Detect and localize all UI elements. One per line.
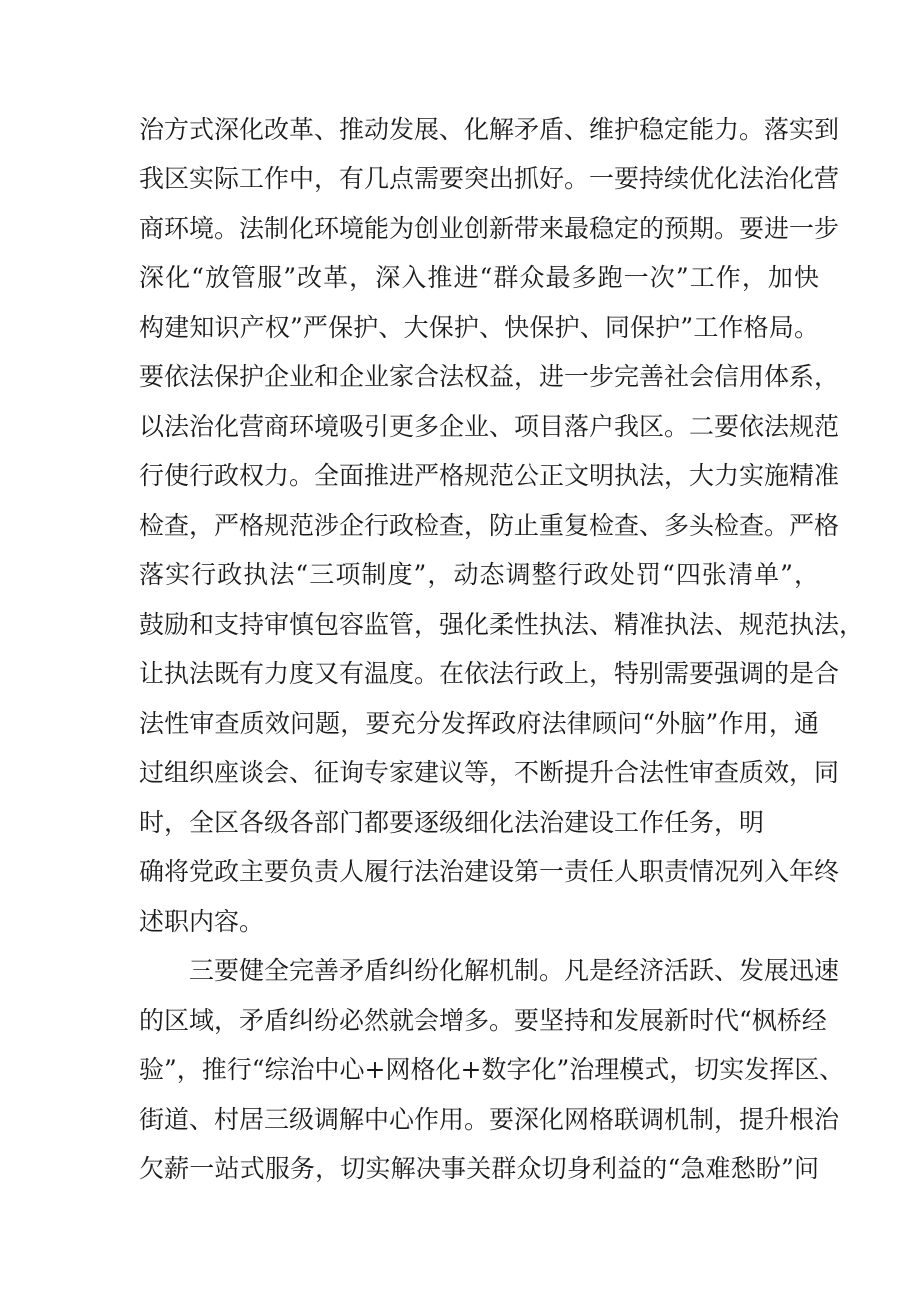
text-line: 行使行政权力。全面推进严格规范公正文明执法，大力实施精准 bbox=[139, 461, 840, 490]
text-line: 确将党政主要负责人履行法治建设第一责任人职责情况列入年终 bbox=[139, 857, 840, 886]
text-line: 街道、村居三级调解中心作用。要深化网格联调机制，提升根治 bbox=[139, 1105, 840, 1134]
text-line: 法性审查质效问题，要充分发挥政府法律顾问“外脑”作用，通 bbox=[139, 709, 819, 738]
text-line: 的区域，矛盾纠纷必然就会增多。要坚持和发展新时代“枫桥经 bbox=[139, 1006, 827, 1035]
text-line: 治方式深化改革、推动发展、化解矛盾、维护稳定能力。落实到 bbox=[139, 115, 840, 144]
text-line: 构建知识产权”严保护、大保护、快保护、同保护”工作格局。 bbox=[139, 313, 819, 342]
text-line: 过组织座谈会、征询专家建议等，不断提升合法性审查质效，同 bbox=[139, 758, 840, 787]
text-line: 让执法既有力度又有温度。在依法行政上，特别需要强调的是合 bbox=[139, 659, 840, 688]
text-line: 以法治化营商环境吸引更多企业、项目落户我区。二要依法规范 bbox=[139, 412, 840, 441]
text-line: 落实行政执法“三项制度”，动态调整行政处罚“四张清单”， bbox=[139, 560, 819, 589]
text-line: 欠薪一站式服务，切实解决事关群众切身利益的“急难愁盼”问 bbox=[139, 1154, 819, 1183]
text-line: 要依法保护企业和企业家合法权益，进一步完善社会信用体系， bbox=[139, 362, 840, 391]
text-line: 商环境。法制化环境能为创业创新带来最稳定的预期。要进一步 bbox=[139, 214, 840, 243]
paragraph-first-line: 三要健全完善矛盾纠纷化解机制。凡是经济活跃、发展迅速 bbox=[189, 956, 840, 985]
text-line: 述职内容。 bbox=[139, 907, 265, 936]
text-line: 检查，严格规范涉企行政检查，防止重复检查、多头检查。严格 bbox=[139, 511, 840, 540]
text-line: 验”，推行“综治中心+网格化+数字化”治理模式，切实发挥区、 bbox=[139, 1055, 845, 1084]
text-line: 鼓励和支持审慎包容监管，强化柔性执法、精准执法、规范执法， bbox=[139, 610, 865, 639]
text-line: 我区实际工作中，有几点需要突出抓好。一要持续优化法治化营 bbox=[139, 164, 840, 193]
text-line: 时，全区各级各部门都要逐级细化法治建设工作任务，明 bbox=[139, 808, 765, 837]
text-line: 深化“放管服”改革，深入推进“群众最多跑一次”工作，加快 bbox=[139, 263, 819, 292]
